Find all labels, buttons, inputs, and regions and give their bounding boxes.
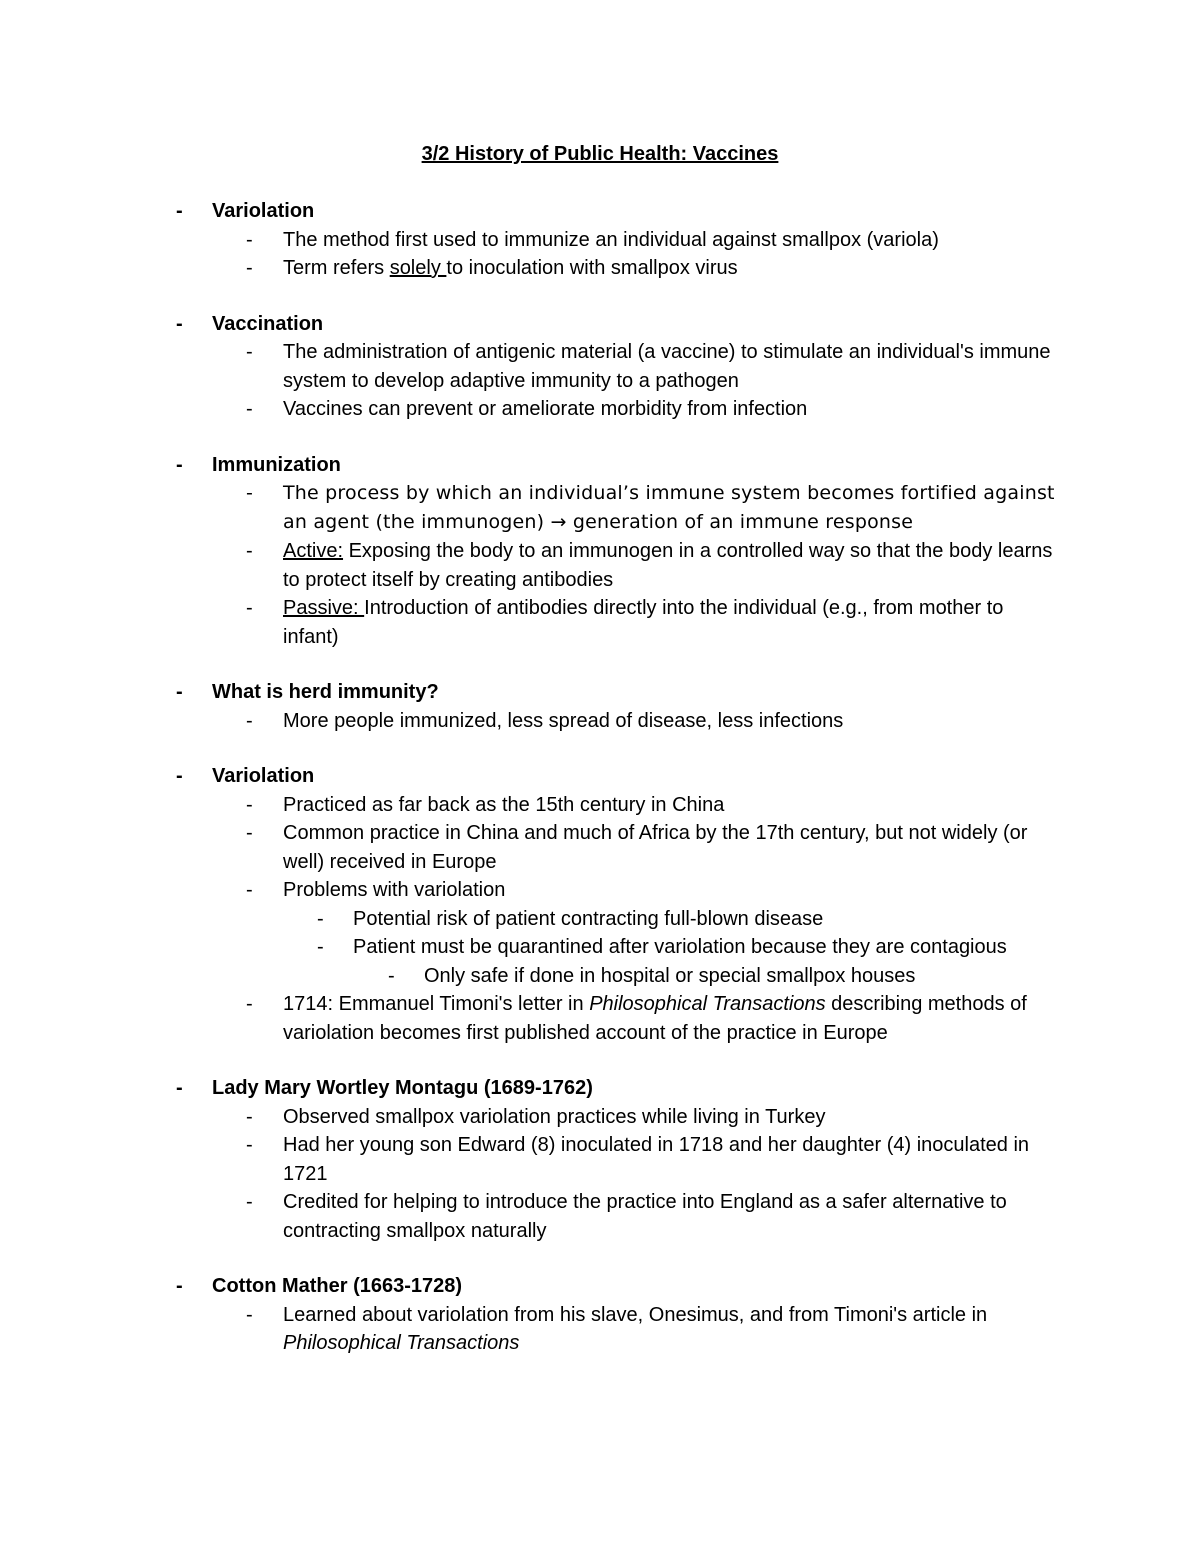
bullet-dash: - xyxy=(246,341,253,363)
italic-text: Philosophical Transactions xyxy=(283,1332,520,1354)
bullet-dash: - xyxy=(176,200,183,222)
list-item: - Had her young son Edward (8) inoculated in 1718 and her daughter (4) inoculated in 1721 xyxy=(0,1131,1063,1188)
bullet-dash: - xyxy=(246,398,253,420)
bullet-dash: - xyxy=(317,907,324,930)
section-variolation-history xyxy=(0,762,1200,1047)
bullet-dash: - xyxy=(246,709,253,732)
list-item: - Practiced as far back as the 15th century in China xyxy=(0,791,1063,820)
document-body xyxy=(0,197,1200,1385)
list-item: - Passive: Introduction of antibodies directly into the individual (e.g., from mother to infant) xyxy=(0,594,1063,651)
list-item-nested: - Patient must be quarantined after variolation because they are contagious xyxy=(0,933,1073,962)
underlined-text: Active: xyxy=(283,540,344,562)
bullet-dash: - xyxy=(176,681,183,703)
list-item: - Vaccines can prevent or ameliorate morbidity from infection xyxy=(0,395,1063,424)
bullet-dash: - xyxy=(246,1191,253,1213)
list-item-nested: - Potential risk of patient contracting full-blown disease xyxy=(0,905,1073,934)
document-title: 3/2 History of Public Health: Vaccines xyxy=(421,143,779,165)
section-heading: - What is herd immunity? xyxy=(0,678,1200,707)
section-vaccination xyxy=(0,310,1200,424)
list-item: - 1714: Emmanuel Timoni's letter in Philosophical Transactions describing methods of variolation becomes first published account of the practice in Europe xyxy=(0,990,1063,1047)
list-item: - Problems with variolation xyxy=(0,876,1063,905)
list-item: - Common practice in China and much of Africa by the 17th century, but not widely (or well) received in Europe xyxy=(0,819,1063,876)
section-heading: - Lady Mary Wortley Montagu (1689-1762) xyxy=(0,1074,1200,1103)
list-item-nested-deep: - Only safe if done in hospital or special smallpox houses xyxy=(0,962,1074,991)
bullet-dash: - xyxy=(176,765,183,787)
bullet-dash: - xyxy=(246,1303,253,1326)
bullet-dash: - xyxy=(246,597,253,619)
list-item: - Active: Exposing the body to an immunogen in a controlled way so that the body learns to protect itself by creating antibodies xyxy=(0,537,1063,594)
underlined-text: solely xyxy=(389,257,447,279)
list-item: - The method first used to immunize an individual against smallpox (variola) xyxy=(0,226,1063,255)
bullet-dash: - xyxy=(246,228,253,251)
bullet-dash: - xyxy=(246,993,253,1015)
bullet-dash: - xyxy=(246,822,253,844)
bullet-dash: - xyxy=(246,540,253,562)
list-item: - Credited for helping to introduce the practice into England as a safer alternative to contracting smallpox naturally xyxy=(0,1188,1063,1245)
list-item: - Learned about variolation from his slave, Onesimus, and from Timoni's article in Philosophical Transactions xyxy=(0,1301,1063,1358)
underlined-text: Passive: xyxy=(283,597,365,619)
bullet-dash: - xyxy=(176,453,183,476)
list-item: - Observed smallpox variolation practices while living in Turkey xyxy=(0,1103,1063,1132)
italic-text: Philosophical Transactions xyxy=(589,993,826,1015)
bullet-dash: - xyxy=(388,964,395,987)
list-item: - Term refers solely to inoculation with smallpox virus xyxy=(0,254,1063,283)
section-herd-immunity xyxy=(0,678,1200,735)
section-heading: - Variolation xyxy=(0,762,1200,791)
section-immunization xyxy=(0,451,1200,652)
bullet-dash: - xyxy=(176,1077,183,1099)
bullet-dash: - xyxy=(246,793,253,816)
bullet-dash: - xyxy=(317,936,324,958)
bullet-dash: - xyxy=(246,482,254,504)
list-item: - More people immunized, less spread of disease, less infections xyxy=(0,707,1063,736)
section-mather xyxy=(0,1272,1200,1358)
bullet-dash: - xyxy=(246,1105,253,1128)
bullet-dash: - xyxy=(246,1134,253,1156)
section-heading: - Immunization xyxy=(0,451,1200,480)
section-heading: - Cotton Mather (1663-1728) xyxy=(0,1272,1200,1301)
list-item: - The process by which an individual’s immune system becomes fortified against an agent (the immunogen) → generation of an immune response xyxy=(0,479,1063,537)
section-montagu xyxy=(0,1074,1200,1245)
bullet-dash: - xyxy=(176,1275,183,1297)
bullet-dash: - xyxy=(246,257,253,279)
bullet-dash: - xyxy=(176,312,183,335)
section-heading: - Variolation xyxy=(0,197,1200,226)
section-heading: - Vaccination xyxy=(0,310,1200,339)
list-item: - The administration of antigenic material (a vaccine) to stimulate an individual's immune system to develop adaptive immunity to a pathogen xyxy=(0,338,1063,395)
bullet-dash: - xyxy=(246,879,253,901)
section-variolation-definition xyxy=(0,197,1200,283)
